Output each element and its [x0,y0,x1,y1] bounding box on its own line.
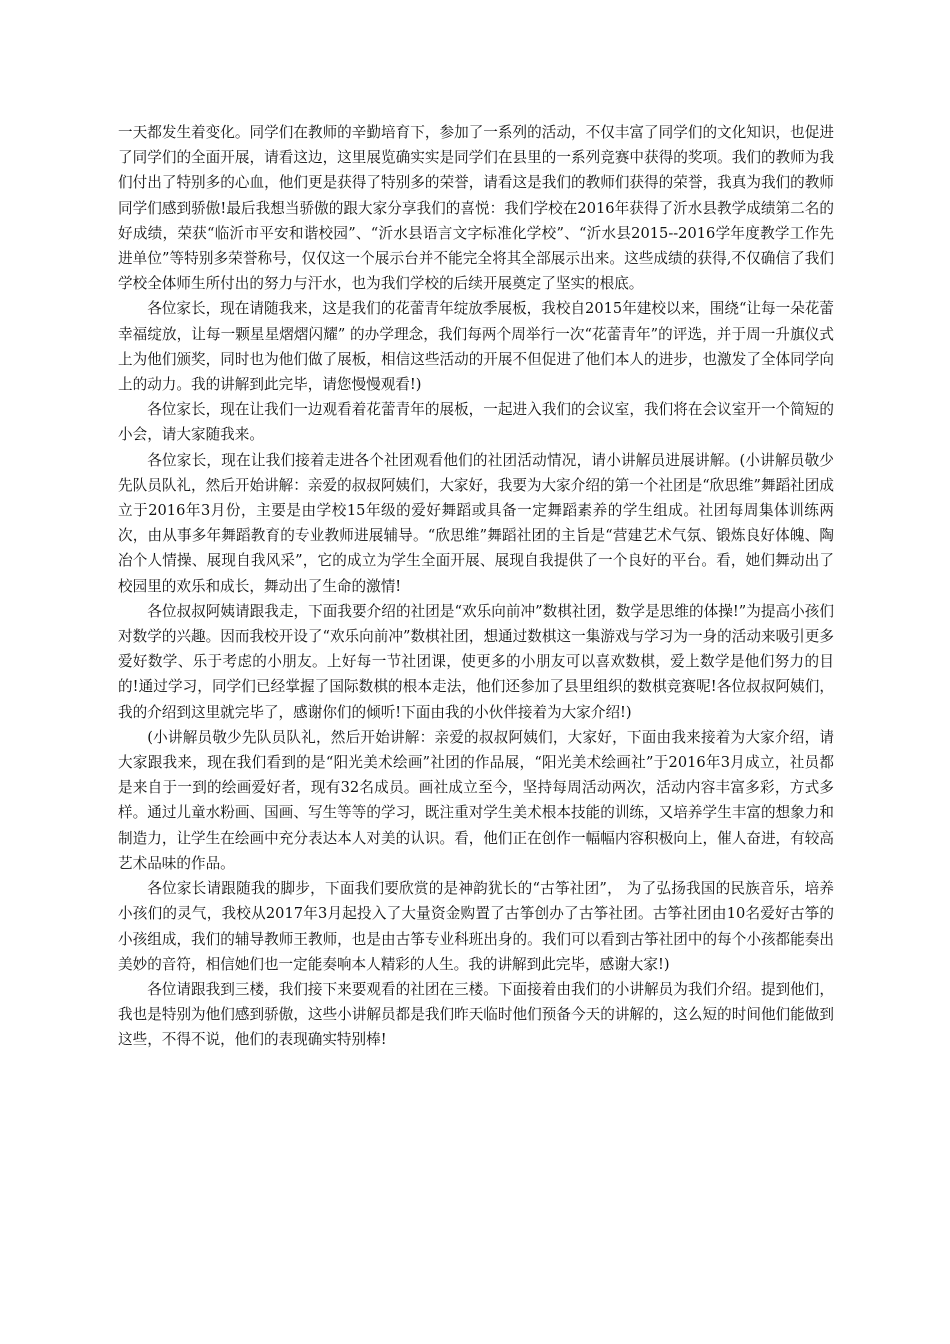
document-body [118,120,834,1053]
paragraph-3: 各位家长，现在让我们一边观看着花蕾青年的展板，一起进入我们的会议室，我们将在会议室开一个简短的小会，请大家随我来。 [118,401,834,444]
paragraph-8: 各位请跟我到三楼，我们接下来要观看的社团在三楼。下面接着由我们的小讲解员为我们介绍。提到他们，我也是特别为他们感到骄傲，这些小讲解员都是我们昨天临时他们预备今天的讲解的，这么短的时间他们能做到这些，不得不说，他们的表现确实特别棒! [118,980,834,1049]
paragraph-1: 一天都发生着变化。同学们在教师的辛勤培育下，参加了一系列的活动，不仅丰富了同学们的文化知识，也促进了同学们的全面开展，请看这边，这里展览确实实是同学们在县里的一系列竞赛中获得的奖项。我们的教师为我们付出了特别多的心血，他们更是获得了特别多的荣誉，请看这是我们的教师们获得的荣誉，我真为我们的教师同学们感到骄傲!最后我想当骄傲的跟大家分享我们的喜悦：我们学校在2016年获得了沂水县教学成绩第二名的好成绩，荣获“临沂市平安和谐校园”、“沂水县语言文字标准化学校”、“沂水县2015--2016学年度教学工作先进单位”等特别多荣誉称号，仅仅这一个展示台并不能完全将其全部展示出来。这些成绩的获得,不仅确信了我们学校全体师生所付出的努力与汗水，也为我们学校的后续开展奠定了坚实的根底。 [118,124,834,293]
paragraph-5: 各位叔叔阿姨请跟我走，下面我要介绍的社团是“欢乐向前冲”数棋社团，数学是思维的体操!”为提高小孩们对数学的兴趣。因而我校开设了“欢乐向前冲”数棋社团，想通过数棋这一集游戏与学习为一身的活动来吸引更多爱好数学、乐于考虑的小朋友。上好每一节社团课，使更多的小朋友可以喜欢数棋，爱上数学是他们努力的目的!通过学习，同学们已经掌握了国际数棋的根本走法，他们还参加了县里组织的数棋竞赛呢!各位叔叔阿姨们，我的介绍到这里就完毕了，感谢你们的倾听!下面由我的小伙伴接着为大家介绍!) [118,602,834,721]
paragraph-4: 各位家长，现在让我们接着走进各个社团观看他们的社团活动情况，请小讲解员进展讲解。(小讲解员敬少先队员队礼，然后开始讲解：亲爱的叔叔阿姨们，大家好，我要为大家介绍的第一个社团是“欣思维”舞蹈社团成立于2016年3月份，主要是由学校15年级的爱好舞蹈或具备一定舞蹈素养的学生组成。社团每周集体训练两次，由从事多年舞蹈教育的专业教师进展辅导。“欣思维”舞蹈社团的主旨是“营建艺术气氛、锻炼良好体魄、陶冶个人情操、展现自我风采”，它的成立为学生全面开展、展现自我提供了一个良好的平台。看，她们舞动出了校园里的欢乐和成长，舞动出了生命的激情! [118,451,834,595]
paragraph-2: 各位家长，现在请随我来，这是我们的花蕾青年绽放季展板，我校自2015年建校以来，围绕“让每一朵花蕾幸福绽放，让每一颗星星熠熠闪耀” 的办学理念，我们每两个周举行一次“花蕾青年”的评选，并于周一升旗仪式上为他们颁奖，同时也为他们做了展板，相信这些活动的开展不但促进了他们本人的进步，也激发了全体同学向上的动力。我的讲解到此完毕，请您慢慢观看!) [118,300,834,394]
paragraph-6: (小讲解员敬少先队员队礼，然后开始讲解：亲爱的叔叔阿姨们，大家好，下面由我来接着为大家介绍，请大家跟我来，现在我们看到的是“阳光美术绘画”社团的作品展，“阳光美术绘画社”于2016年3月成立，社员都是来自于一到的绘画爱好者，现有32名成员。画社成立至今，坚持每周活动两次，活动内容丰富多彩，方式多样。通过儿童水粉画、国画、写生等等的学习，既注重对学生美术根本技能的训练，又培养学生丰富的想象力和制造力，让学生在绘画中充分表达本人对美的认识。看，他们正在创作一幅幅内容积极向上，催人奋进，有较高艺术品味的作品。 [118,728,834,872]
paragraph-7: 各位家长请跟随我的脚步，下面我们要欣赏的是神韵犹长的“古筝社团”， 为了弘扬我国的民族音乐，培养小孩们的灵气，我校从2017年3月起投入了大量资金购置了古筝创办了古筝社团。古筝社团由10名爱好古筝的小孩组成，我们的辅导教师王教师，也是由古筝专业科班出身的。我们可以看到古筝社团中的每个小孩都能奏出美妙的音符，相信她们也一定能奏响本人精彩的人生。我的讲解到此完毕，感谢大家!) [118,880,834,973]
